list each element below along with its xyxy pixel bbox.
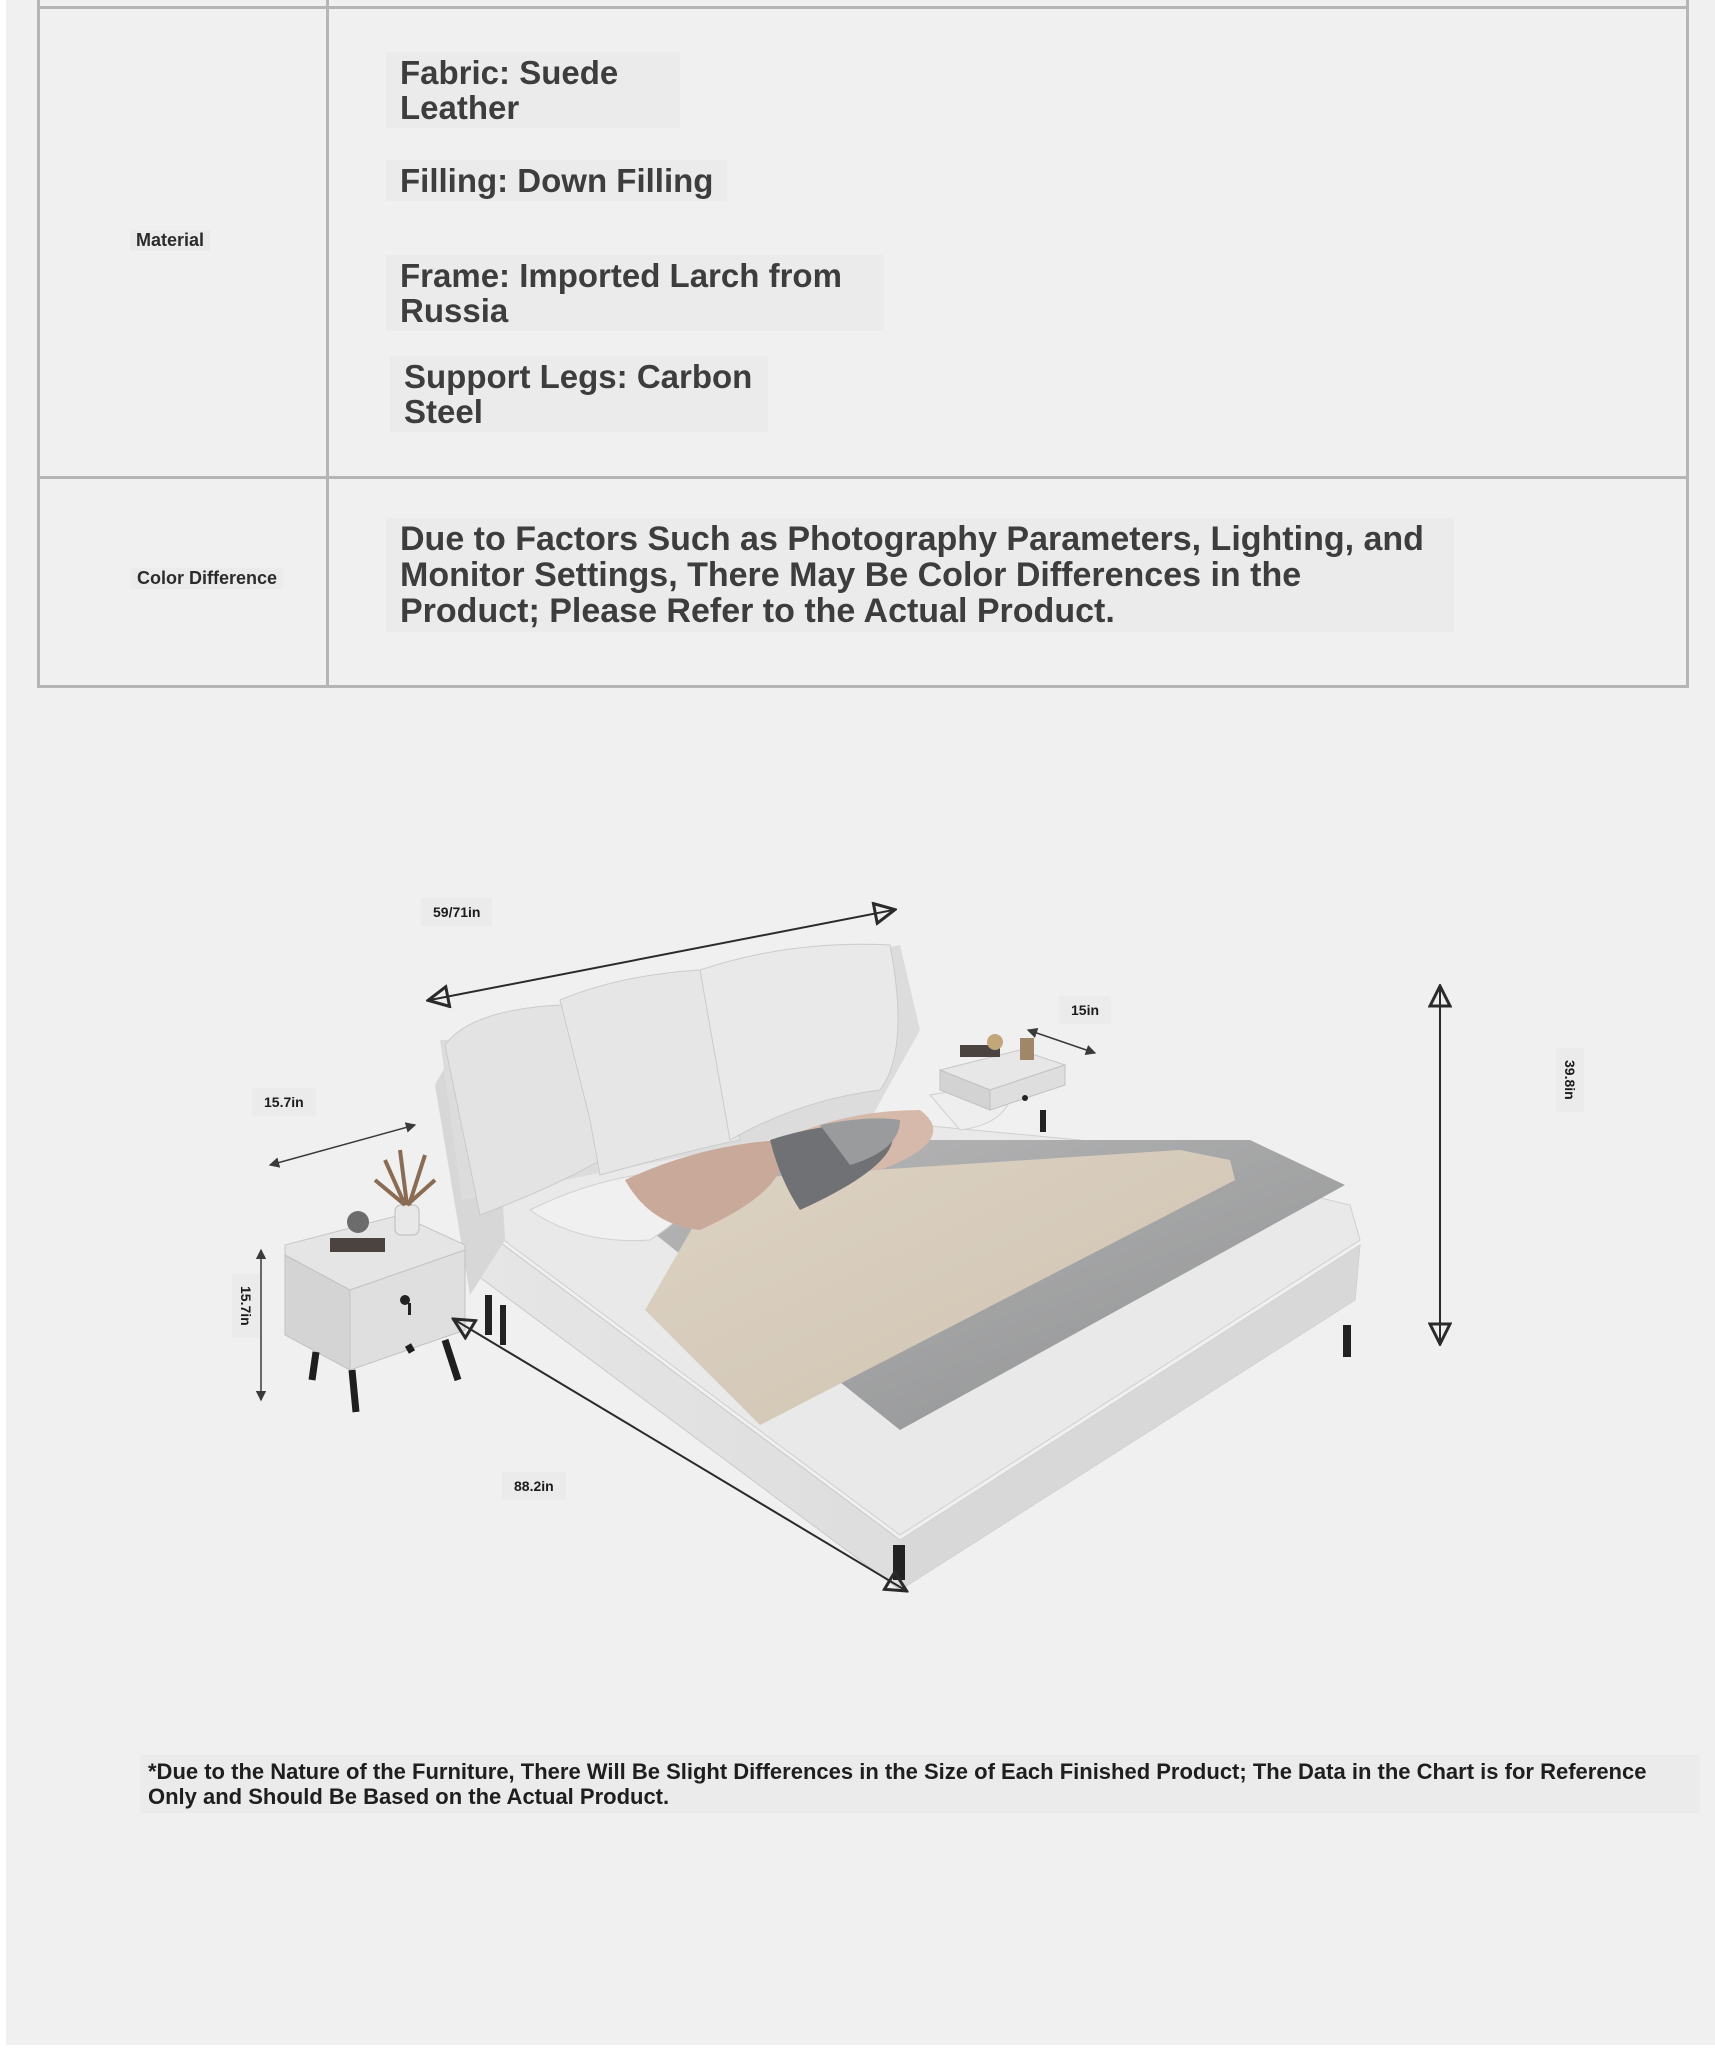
nightstand-height-label: 15.7in (232, 1274, 260, 1338)
material-label: Material (130, 230, 210, 251)
bed-height-label: 39.8in (1556, 1048, 1584, 1112)
material-frame: Frame: Imported Larch from Russia (386, 255, 884, 331)
bed-width-label: 59/71in (421, 898, 492, 926)
footnote-disclaimer: *Due to the Nature of the Furniture, There Will Be Slight Differences in the Size of Each Finished Product; The Data in the Chart is for Reference Only and Should Be Based on the Actual Product. (140, 1755, 1700, 1813)
color-difference-text: Due to Factors Such as Photography Parameters, Lighting, and Monitor Settings, There May Be Color Differences in the Product; Please Refer to the Actual Product. (386, 518, 1454, 632)
bed-length-label: 88.2in (502, 1472, 566, 1500)
product-spec-page (6, 0, 1715, 2045)
color-difference-label: Color Difference (131, 568, 283, 589)
nightstand-width-line (270, 1125, 415, 1165)
nightstand-width-label: 15.7in (252, 1088, 316, 1116)
nightstand-depth-line (1028, 1030, 1095, 1053)
material-filling: Filling: Down Filling (386, 160, 727, 201)
material-legs: Support Legs: Carbon Steel (390, 356, 768, 432)
nightstand-depth-label: 15in (1059, 996, 1111, 1024)
left-nightstand (285, 1150, 465, 1412)
material-fabric: Fabric: Suede Leather (386, 52, 680, 128)
